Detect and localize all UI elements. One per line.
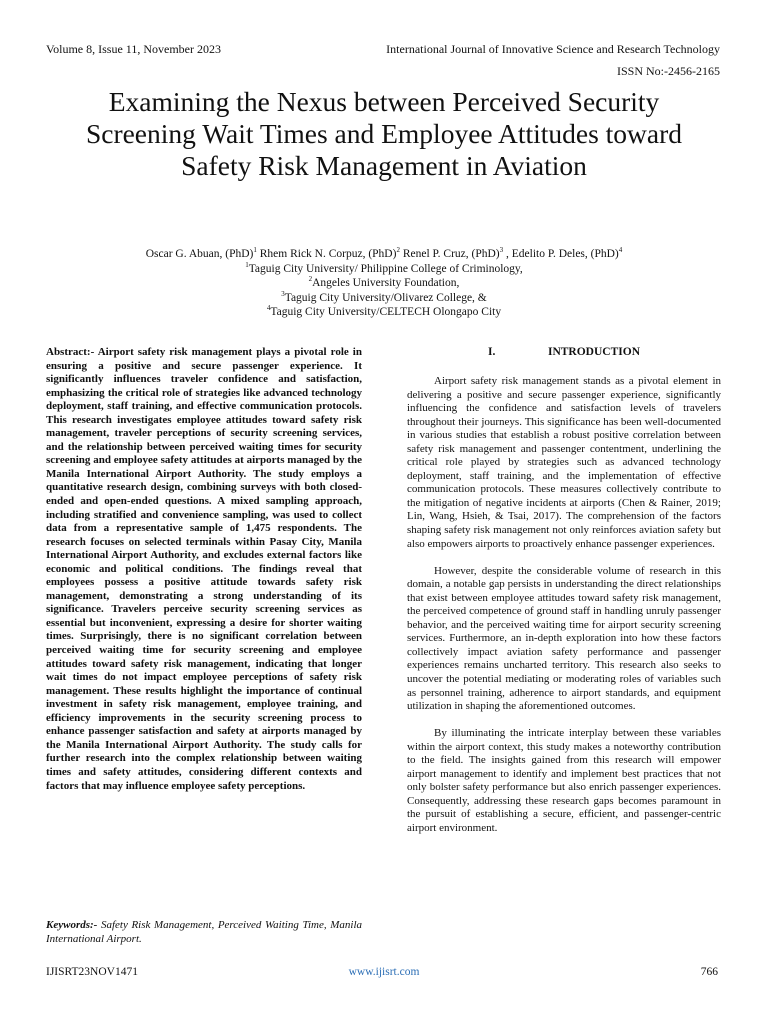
section-title: INTRODUCTION	[547, 346, 640, 358]
author-name: , Edelito P. Deles, (PhD)	[503, 248, 619, 260]
paragraph: By illuminating the intricate interplay between these variables within the airport context, this study makes a noteworthy contribution to the field. The insights gained from this research will empower airport management to identify and implement best practices that not only bolster safety performance but also enrich passenger experiences. Consequently, addressing these research gaps becomes paramount in the pursuit of establishing a secure, efficient, and passenger-centric airport environment.	[407, 727, 721, 834]
affiliation	[40, 276, 728, 291]
affiliation-text: Taguig City University/Olivarez College, &	[284, 291, 487, 304]
introduction-body	[407, 375, 721, 849]
paper-id: IJISRT23NOV1471	[46, 966, 138, 978]
keywords-label: Keywords:-	[46, 919, 98, 931]
affiliation	[40, 262, 728, 277]
author-sup: 3	[499, 246, 504, 255]
affiliation-sup: 1	[245, 260, 249, 269]
author-sup: 1	[253, 246, 257, 255]
affiliation-sup: 2	[308, 275, 313, 284]
author-sup: 2	[396, 246, 400, 255]
paper-title: Examining the Nexus between Perceived Security Screening Wait Times and Employee Attitudes toward Safety Risk Management in Aviation	[85, 86, 683, 181]
page-number: 766	[700, 966, 718, 978]
affiliation-sup: 4	[266, 304, 271, 313]
section-heading	[407, 346, 721, 358]
affiliation	[40, 291, 728, 306]
affiliation-sup: 3	[281, 289, 285, 298]
affiliation	[40, 305, 728, 320]
keywords-text: Safety Risk Management, Perceived Waiting Time, Manila International Airport.	[46, 919, 362, 945]
section-number: I.	[487, 346, 496, 358]
author-list	[146, 248, 623, 260]
author-block	[40, 247, 728, 320]
author-name: Renel P. Cruz, (PhD)	[399, 248, 500, 260]
abstract: Abstract:- Airport safety risk management plays a pivotal role in ensuring a positive and secure passenger experience. It significantly influences traveler confidence and satisfaction, emphasizing the critical role of strategies like advanced technology deployment, staff training, and effective communication protocols. This research investigates employee attitudes toward safety risk management, traveler perceptions of security screening services, and the relationship between perceived waiting times for security screening and employee safety attitudes at airports managed by the Manila International Airport Authority. The study employs a quantitative research design, combining surveys with both closed-ended and open-ended questions. A mixed sampling approach, including stratified and convenience sampling, was used to collect data from a representative sample of 1,475 respondents. The research focuses on selected terminals within Pasay City, Manila International Airport Authority, and excludes external factors like economic and political conditions. The findings reveal that employees possess a positive attitude towards safety risk management, demonstrating a strong understanding of its significance. Travelers perceive security screening services as essential but inconvenient, expressing a desire for shorter waiting times. Surprisingly, there is no significant correlation between perceived waiting time for security screening and employee attitudes toward safety risk management, indicating that longer wait times do not impact employee perceptions of safety risk management. These results highlight the importance of continual investment in safety risk management, employee training, and efficiency improvements in the security screening process to enhance passenger satisfaction and safety at airports managed by the Manila International Airport Authority. The study calls for further research into the complex relationship between waiting times and safety attitudes, considering different contexts and factors that may influence employee safety perceptions.	[46, 346, 362, 792]
issn-number: ISSN No:-2456-2165	[616, 64, 720, 78]
author-name: Rhem Rick N. Corpuz, (PhD)	[256, 248, 397, 260]
paragraph: However, despite the considerable volume of research in this domain, a notable gap persists in understanding the direct relationships that exist between employee attitudes toward safety risk management, the perceived competence of ground staff in handling unruly passenger behavior, and the perceived waiting time for airport security screening services. Furthermore, an in-depth exploration into how these factors collectively impact aviation safety performance and passenger experiences remains uncharted territory. This research also seeks to uncover the potential mediating or moderating roles of variables such as personnel training, adherence to airport standards, and equipment utilization in shaping the aforementioned outcomes.	[407, 564, 721, 713]
journal-name: International Journal of Innovative Science and Research Technology	[386, 42, 720, 56]
affiliation-text: Taguig City University/ Philippine College of Criminology,	[248, 262, 523, 275]
author-name: Oscar G. Abuan, (PhD)	[145, 248, 254, 260]
keywords	[46, 919, 362, 946]
author-sup: 4	[618, 246, 623, 255]
journal-url-link[interactable]: www.ijisrt.com	[348, 966, 420, 978]
paragraph: Airport safety risk management stands as a pivotal element in delivering a positive and secure passenger experience, significantly influencing the confidence and satisfaction levels of travelers throughout their journeys. This significance has been well-documented in various studies that establish a robust positive correlation between safety risk management and passenger contentment, underlining the critical role played by strategies such as advanced technology deployment, staff training, and the implementation of effective communication protocols. These measures collectively contribute to the mitigation of negative incidents at airports (Chen & Rainer, 2019; Lin, Wang, Hsieh, & Tsai, 2017). The comprehension of the factors shaping safety risk management not only reinforces aviation safety but also empowers airports to proactively enhance passenger experiences.	[407, 375, 721, 550]
affiliation-text: Angeles University Foundation,	[312, 277, 460, 289]
affiliation-text: Taguig City University/CELTECH Olongapo City	[270, 306, 502, 318]
journal-volume: Volume 8, Issue 11, November 2023	[46, 42, 221, 56]
